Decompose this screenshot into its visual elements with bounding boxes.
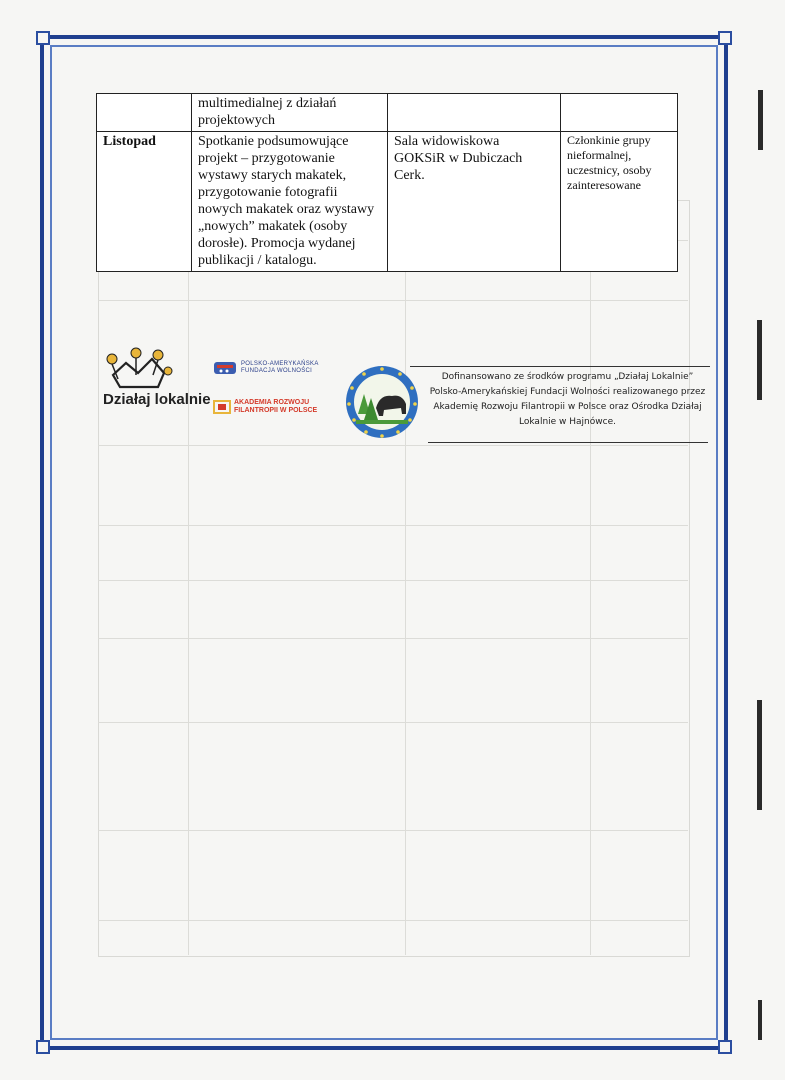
border-corner-ornament	[36, 31, 50, 45]
participants-cell	[561, 94, 678, 132]
arfp-logo	[213, 400, 231, 414]
place-cell: Sala widowiskowa GOKSiR w Dubiczach Cerk.	[388, 132, 561, 272]
table-row	[97, 94, 678, 132]
scanner-artifact	[757, 320, 762, 400]
arfp-wordmark	[234, 399, 344, 415]
dzialaj-lokalnie-logo	[98, 345, 178, 430]
scanner-artifact	[758, 1000, 762, 1040]
border-corner-ornament	[718, 1040, 732, 1054]
border-corner-ornament	[718, 31, 732, 45]
place-cell	[388, 94, 561, 132]
topic-cell: multimedialnej z działań projektowych	[192, 94, 388, 132]
funding-rule-bottom	[428, 442, 708, 443]
table-row	[97, 132, 678, 272]
border-corner-ornament	[36, 1040, 50, 1054]
bison-seal-logo	[344, 364, 420, 440]
funding-note: Dofinansowano ze środków programu „Działaj Lokalnie” Polsko-Amerykańskiej Fundacji Wolności realizowanego przez Akademię Rozwoju Filantropii w Polsce oraz Ośrodka Działaj Lokalnie w Hajnówce.	[429, 372, 706, 427]
scanner-artifact	[757, 700, 762, 810]
participants-cell: Członkinie grupy nieformalnej, uczestnicy, osoby zainteresowane	[561, 132, 678, 272]
scanner-artifact	[758, 90, 763, 150]
funding-rule-top	[410, 366, 710, 367]
dzialaj-lokalnie-wordmark	[103, 393, 211, 407]
dzialaj-lokalnie-text: Działaj lokalnie	[103, 391, 211, 408]
schedule-table	[96, 93, 678, 272]
month-cell	[97, 94, 192, 132]
month-cell: Listopad	[97, 132, 192, 272]
pafw-name: POLSKO-AMERYKAŃSKA FUNDACJA WOLNOŚCI	[241, 361, 319, 374]
arfp-name: AKADEMIA ROZWOJU FILANTROPII W POLSCE	[234, 399, 318, 414]
pafw-wordmark	[241, 361, 321, 375]
topic-cell: Spotkanie podsumowujące projekt – przygotowanie wystawy starych makatek, przygotowanie fotografii nowych makatek oraz wystawy „nowych” makatek (osoby dorosłe). Promocja wydanej publikacji / katalogu.	[192, 132, 388, 272]
